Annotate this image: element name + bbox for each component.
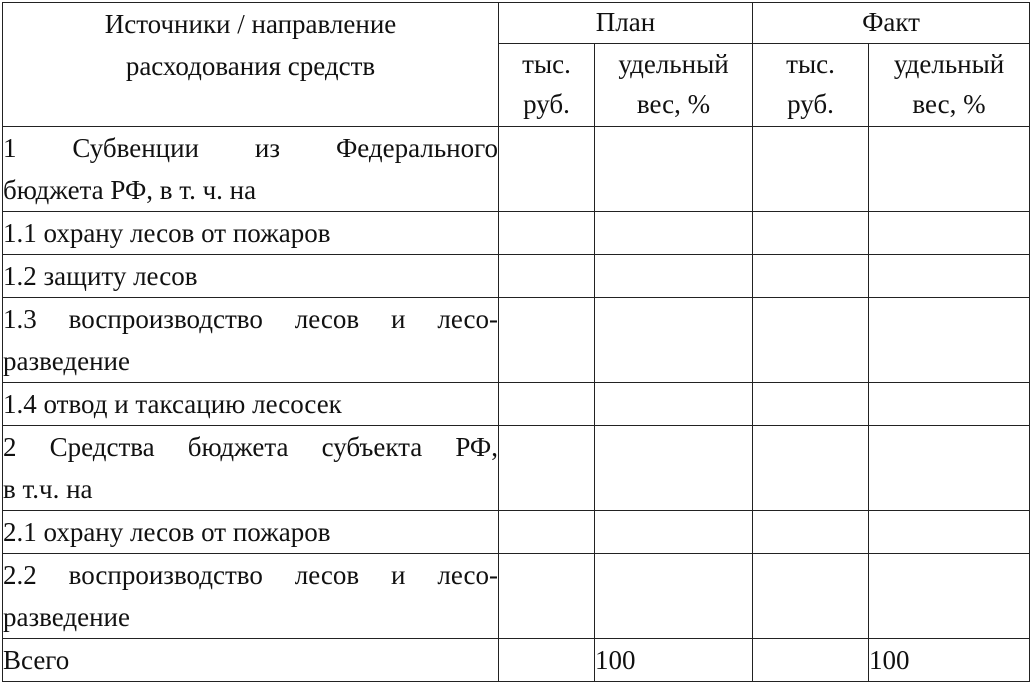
budget-table [2, 2, 1030, 682]
plan-rub-cell [499, 127, 595, 212]
row-label-line1: 2.2 воспроизводство лесов и лесо- [3, 560, 498, 590]
row-label-line2: бюджета РФ, в т. ч. на [3, 175, 257, 205]
fact-rub-cell [753, 212, 869, 255]
fact-thousand-rub-header [753, 44, 869, 127]
fact-rub-cell [753, 554, 869, 639]
fact-group-header: Факт [753, 3, 1030, 44]
row-label-line2: в т.ч. на [3, 474, 93, 504]
row-label-line1: 1.3 воспроизводство лесов и лесо- [3, 304, 498, 334]
table-row [3, 426, 1030, 511]
table-row [3, 212, 1030, 255]
plan-rub-cell [499, 426, 595, 511]
fact-share-cell [869, 511, 1030, 554]
fact-rub-cell [753, 127, 869, 212]
row-label [3, 212, 499, 255]
fact-share-cell [869, 298, 1030, 383]
row-label [3, 426, 499, 511]
plan-share-cell [595, 383, 753, 426]
plan-share-cell [595, 255, 753, 298]
plan-thousand-rub-header [499, 44, 595, 127]
total-fact-rub-cell [753, 639, 869, 682]
table-row [3, 127, 1030, 212]
fact-rub-cell [753, 298, 869, 383]
row-label [3, 127, 499, 212]
total-row [3, 639, 1030, 682]
plan-share-header [595, 44, 753, 127]
total-label: Всего [3, 645, 70, 675]
plan-share-cell [595, 426, 753, 511]
row-label-line1: 1 Субвенции из Федерального [3, 133, 498, 163]
row-label-line2: разведение [3, 602, 130, 632]
table-row [3, 554, 1030, 639]
plan-thousand-rub-line1: тыс. [522, 49, 571, 79]
row-label-line1: 1.2 защиту лесов [3, 261, 198, 291]
fact-share-header [869, 44, 1030, 127]
fact-rub-cell [753, 511, 869, 554]
row-label [3, 255, 499, 298]
table-row [3, 298, 1030, 383]
plan-rub-cell [499, 554, 595, 639]
source-column-header [3, 3, 499, 127]
header-row-groups [3, 3, 1030, 44]
fact-share-cell [869, 554, 1030, 639]
fact-share-line1: удельный [893, 49, 1005, 79]
row-label-line1: 2.1 охрану лесов от пожаров [3, 517, 331, 547]
plan-share-line1: удельный [618, 49, 729, 79]
table-row [3, 511, 1030, 554]
source-header-line2: расходования средств [125, 51, 376, 81]
plan-share-line2: вес, % [636, 89, 711, 119]
fact-thousand-rub-line2: руб. [787, 89, 834, 119]
total-plan-share-cell: 100 [595, 639, 753, 682]
row-label-line1: 1.4 отвод и таксацию лесосек [3, 389, 342, 419]
plan-rub-cell [499, 383, 595, 426]
row-label [3, 554, 499, 639]
plan-share-cell [595, 298, 753, 383]
row-label [3, 511, 499, 554]
fact-share-cell [869, 127, 1030, 212]
table-header [3, 3, 1030, 127]
plan-thousand-rub-line2: руб. [523, 89, 570, 119]
fact-share-cell [869, 383, 1030, 426]
plan-rub-cell [499, 298, 595, 383]
fact-share-cell [869, 212, 1030, 255]
plan-group-header: План [499, 3, 753, 44]
table-row [3, 383, 1030, 426]
plan-share-cell [595, 127, 753, 212]
fact-share-line2: вес, % [912, 89, 986, 119]
total-fact-share-cell: 100 [869, 639, 1030, 682]
fact-share-cell [869, 255, 1030, 298]
row-label-line1: 2 Средства бюджета субъекта РФ, [3, 432, 498, 462]
fact-thousand-rub-line1: тыс. [786, 49, 835, 79]
plan-rub-cell [499, 511, 595, 554]
row-label-line1: 1.1 охрану лесов от пожаров [3, 218, 331, 248]
row-label [3, 383, 499, 426]
table-body [3, 127, 1030, 682]
fact-share-cell [869, 426, 1030, 511]
fact-rub-cell [753, 426, 869, 511]
source-header-line1: Источники / направление [104, 9, 397, 39]
plan-rub-cell [499, 255, 595, 298]
plan-share-cell [595, 511, 753, 554]
row-label-line2: разведение [3, 346, 130, 376]
plan-share-cell [595, 212, 753, 255]
table-row [3, 255, 1030, 298]
fact-rub-cell [753, 255, 869, 298]
row-label [3, 639, 499, 682]
plan-share-cell [595, 554, 753, 639]
row-label [3, 298, 499, 383]
total-plan-rub-cell [499, 639, 595, 682]
plan-rub-cell [499, 212, 595, 255]
fact-rub-cell [753, 383, 869, 426]
